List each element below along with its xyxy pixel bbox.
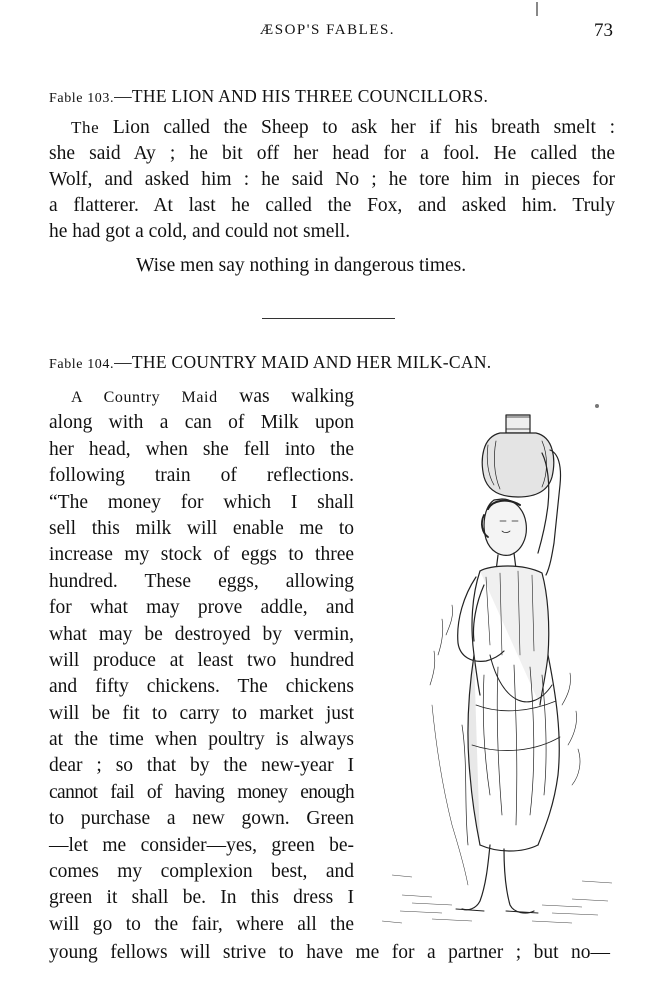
fable-103-moral: Wise men say nothing in dangerous times.: [136, 255, 467, 276]
fable-104-line-7: increase my stock of eggs to three: [49, 544, 354, 566]
fable-104-line-9: for what may prove addle, and: [49, 597, 354, 619]
fable-103-line-2: she said Ay ; he bit off her head for a fool. He called the: [49, 143, 615, 164]
fable-103-title: —THE LION AND HIS THREE COUNCILLORS.: [114, 86, 489, 106]
fable-104-line-4: following train of reflections.: [49, 465, 354, 487]
fable-104-heading: [49, 352, 491, 373]
fable-104-last-line: young fellows will strive to have me for a partner ; but no—: [49, 942, 610, 963]
stray-ink-mark: [536, 2, 538, 16]
fable-104-line-19: comes my complexion best, and: [49, 861, 354, 883]
fable-104-line-1: A Country Maid was walking: [71, 386, 355, 407]
fable-104-line-8: hundred. These eggs, allowing: [49, 570, 354, 592]
fable-104-line-10: what may be destroyed by vermin,: [49, 623, 354, 645]
fable-104-line-16: cannot fail of having money enough: [49, 781, 354, 803]
fable-103-number: Fable 103.: [49, 91, 115, 106]
fable-103-body: [49, 116, 615, 246]
fable-104-body: [49, 385, 354, 939]
fable-104-line-13: will be fit to carry to market just: [49, 702, 354, 724]
fable-104-line-12: and fifty chickens. The chickens: [49, 676, 354, 698]
fable-103-lead: The: [71, 118, 100, 137]
fable-104-lead: A Country Maid: [71, 389, 218, 406]
fable-104-line-21: will go to the fair, where all the: [49, 913, 354, 935]
fable-104-title: —THE COUNTRY MAID AND HER MILK-CAN.: [114, 352, 492, 372]
page-number: 73: [594, 20, 613, 41]
fable-104-line-18: —let me consider—yes, green be-: [49, 834, 354, 856]
fable-104-line-2: along with a can of Milk upon: [49, 412, 354, 434]
fable-104-line-15: dear ; so that by the new-year I: [49, 755, 354, 777]
fable-103-line-5: he had got a cold, and could not smell.: [49, 221, 351, 242]
fable-103-line-3: Wolf, and asked him : he said No ; he tore him in pieces for: [49, 169, 615, 190]
fable-104-line-6: sell this milk will enable me to: [49, 517, 354, 539]
fable-104-line-20: green it shall be. In this dress I: [49, 887, 354, 909]
milk-maid-engraving: [372, 405, 622, 930]
fable-104-line-5: “The money for which I shall: [49, 491, 354, 513]
fable-104-line-14: at the time when poultry is always: [49, 729, 354, 751]
fable-103-line-4: a flatterer. At last he called the Fox, and asked him. Truly: [49, 195, 615, 216]
fable-104-number: Fable 104.: [49, 357, 115, 372]
section-divider: [262, 318, 395, 319]
fable-104-line-11: will produce at least two hundred: [49, 649, 354, 671]
running-head-title: ÆSOP'S FABLES.: [259, 22, 396, 38]
fable-104-line-3: her head, when she fell into the: [49, 438, 354, 460]
fable-103-heading: [49, 86, 488, 107]
fable-103-line-1: The Lion called the Sheep to ask her if his breath smelt :: [71, 117, 615, 138]
running-head: [0, 20, 655, 44]
fable-104-line-17: to purchase a new gown. Green: [49, 808, 354, 830]
